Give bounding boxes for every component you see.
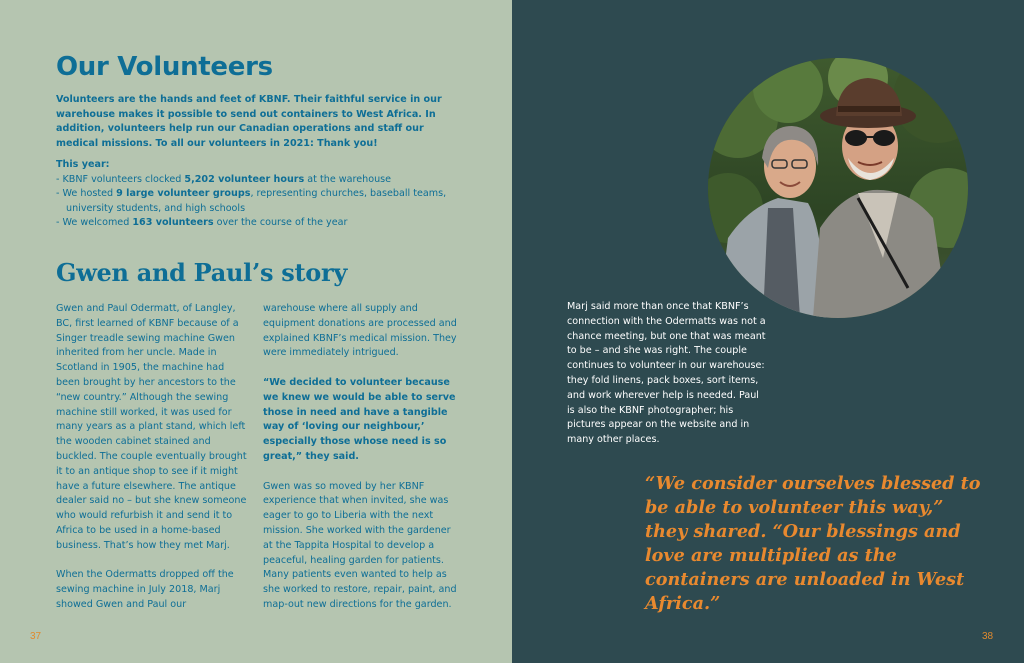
marj-paragraph: Marj said more than once that KBNF’s connection with the Odermatts was not a chance meeting, but one that was meant to be – and she was right. The couple continues to volunteer in our warehouse: they fold linens, pack boxes, sort items, and work wherever help is needed. Paul is also the KBNF photographer; his pictures appear on the website and in many other places. (567, 301, 766, 446)
story-paragraph: Gwen and Paul Odermatt, of Langley, BC, first learned of KBNF because of a Singer treadle sewing machine Gwen inherited from her uncle. Made in Scotland in 1905, the machine had been brought by her ancestors to the “new country.” Although the sewing machine still worked, it was used for many years as a plant stand, which left the wooden cabinet stained and buckled. The couple eventually brought it to an antique shop to see if it might have a future elsewhere. The antique dealer said no – but she knew someone who would refurbish it and send it to Africa to be used in a home-based business. That’s how they met Marj. (56, 303, 247, 551)
list-item: - We welcomed 163 volunteers over the course of the year (56, 217, 348, 228)
list-item: - We hosted 9 large volunteer groups, representing churches, baseball teams, university students, and high schools (56, 188, 447, 214)
page-number-left: 37 (30, 631, 42, 642)
list-item: - KBNF volunteers clocked 5,202 volunteer hours at the warehouse (56, 173, 392, 185)
story-title: Gwen and Paul’s story (56, 258, 348, 287)
page-title: Our Volunteers (56, 52, 273, 82)
couple-photo (708, 58, 968, 318)
pull-quote: “We consider ourselves blessed to be able to volunteer this way,” they shared. “Our blessings and love are multiplied as the containers are unloaded in West Africa.” (645, 473, 981, 614)
story-column-2 (263, 302, 459, 628)
story-paragraph: warehouse where all supply and equipment donations are processed and explained KBNF’s medical mission. They were immediately intrigued. (263, 303, 457, 359)
story-paragraph: When the Odermatts dropped off the sewing machine in July 2018, Marj showed Gwen and Paul our (56, 569, 234, 610)
this-year-heading: This year: (56, 159, 110, 170)
story-quote: “We decided to volunteer because we knew we would be able to serve those in need and have a tangible way of ‘loving our neighbour,’ especially those whose need is so great,” they said. (263, 376, 456, 462)
story-paragraph: Gwen was so moved by her KBNF experience that when invited, she was eager to go to Liberia with the next mission. She worked with the gardener at the Tappita Hospital to develop a peaceful, healing garden for patients. Many patients even wanted to help as she worked to restore, repair, paint, and map-out new directions for the garden. (263, 480, 457, 610)
this-year-list (56, 158, 476, 231)
page-number-right: 38 (982, 631, 994, 642)
intro-paragraph: Volunteers are the hands and feet of KBNF. Their faithful service in our warehouse makes it possible to send out containers to West Africa. In addition, volunteers help run our Canadian operations and staff our medical missions. To all our volunteers in 2021: Thank you! (56, 94, 442, 149)
story-column-1 (56, 302, 248, 628)
